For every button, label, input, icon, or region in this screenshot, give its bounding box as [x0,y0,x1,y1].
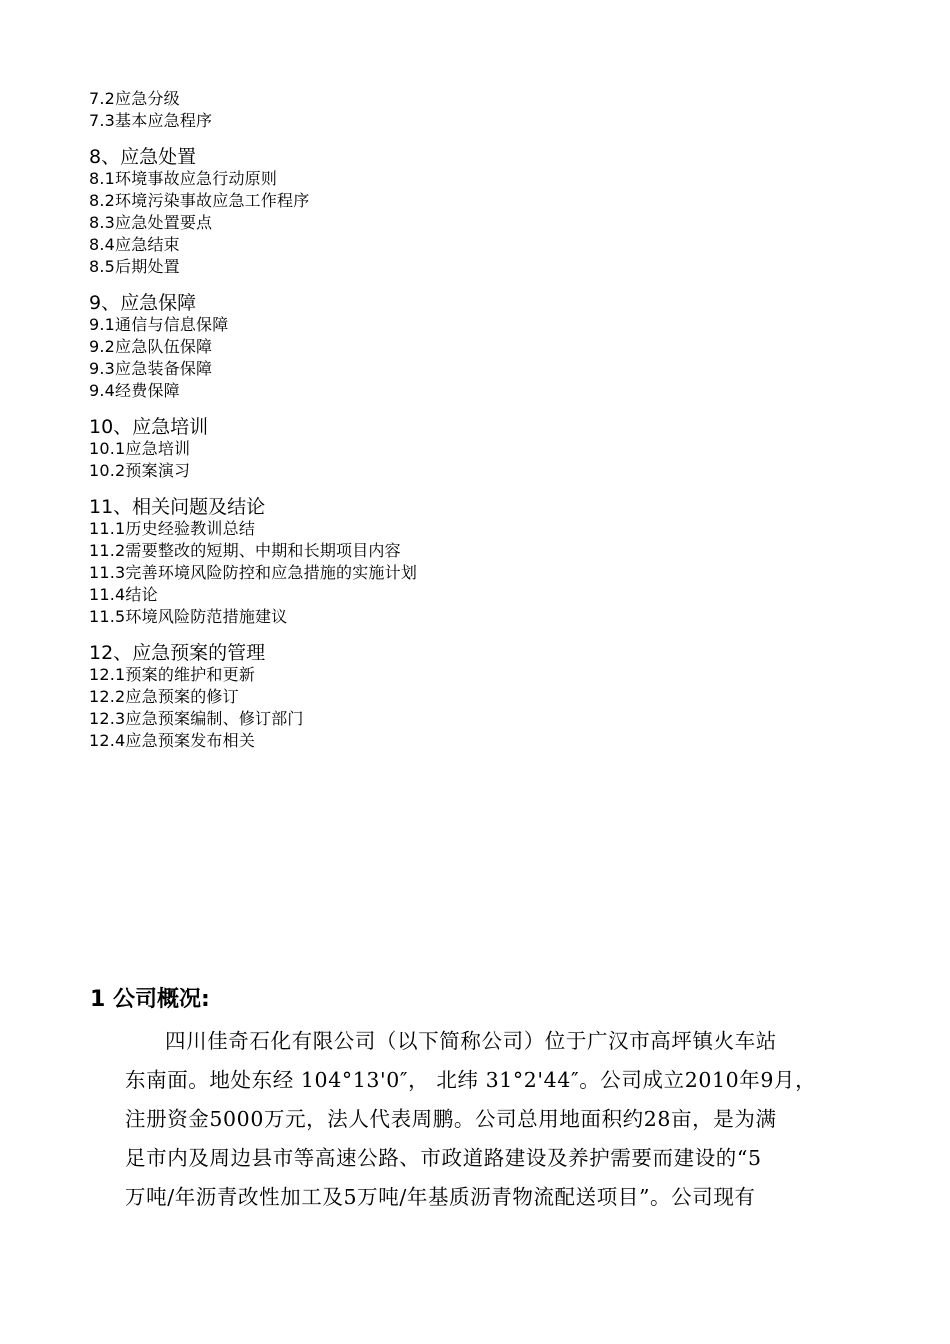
toc-item: 8.5后期处置 [89,257,180,276]
toc-section-8 [89,146,849,278]
toc-item: 8.2环境污染事故应急工作程序 [89,191,310,210]
toc-item: 12.1预案的维护和更新 [89,665,256,684]
company-overview-section [90,980,830,1217]
toc-item: 7.2应急分级 [89,89,180,108]
toc-item: 8.3应急处置要点 [89,213,213,232]
paragraph-line: 万吨/年沥青改性加工及5万吨/年基质沥青物流配送项目”。公司现有 [125,1185,756,1209]
toc-item: 8.4应急结束 [89,235,180,254]
toc-section-9 [89,292,849,402]
toc-section-11 [89,496,849,628]
toc-item: 12.2应急预案的修订 [89,687,239,706]
toc-heading: 10、应急培训 [89,416,209,438]
overview-paragraph [90,1022,830,1217]
paragraph-line: 四川佳奇石化有限公司（以下简称公司）位于广汉市高坪镇火车站 [165,1029,777,1053]
paragraph-line: 注册资金5000万元，法人代表周鹏。公司总用地面积约28亩，是为满 [125,1107,777,1131]
toc-item: 11.5环境风险防范措施建议 [89,607,288,626]
toc-item: 10.1应急培训 [89,439,191,458]
toc-section-12 [89,642,849,752]
toc-item: 9.2应急队伍保障 [89,337,213,356]
toc-section-10 [89,416,849,482]
toc-item: 9.1通信与信息保障 [89,315,229,334]
toc-heading: 9、应急保障 [89,292,197,314]
toc-item: 10.2预案演习 [89,461,191,480]
toc-item: 8.1环境事故应急行动原则 [89,169,278,188]
section-heading: 1 公司概况: [90,987,210,1012]
toc-heading: 12、应急预案的管理 [89,642,266,664]
paragraph-line: 足市内及周边县市等高速公路、市政道路建设及养护需要而建设的“5 [125,1146,762,1170]
toc-item: 11.1历史经验教训总结 [89,519,256,538]
toc-item: 7.3基本应急程序 [89,111,213,130]
toc-item: 12.3应急预案编制、修订部门 [89,709,304,728]
paragraph-line: 东南面。地处东经 104°13'0″， 北纬 31°2'44″。公司成立2010年9月， [125,1068,817,1092]
toc-item: 11.3完善环境风险防控和应急措施的实施计划 [89,563,418,582]
toc-item: 9.3应急装备保障 [89,359,213,378]
toc-heading: 11、相关问题及结论 [89,496,266,518]
toc-item: 12.4应急预案发布相关 [89,731,256,750]
table-of-contents [89,88,849,752]
toc-heading: 8、应急处置 [89,146,197,168]
toc-item: 9.4经费保障 [89,381,180,400]
toc-item: 11.4结论 [89,585,158,604]
toc-item: 11.2需要整改的短期、中期和长期项目内容 [89,541,401,560]
